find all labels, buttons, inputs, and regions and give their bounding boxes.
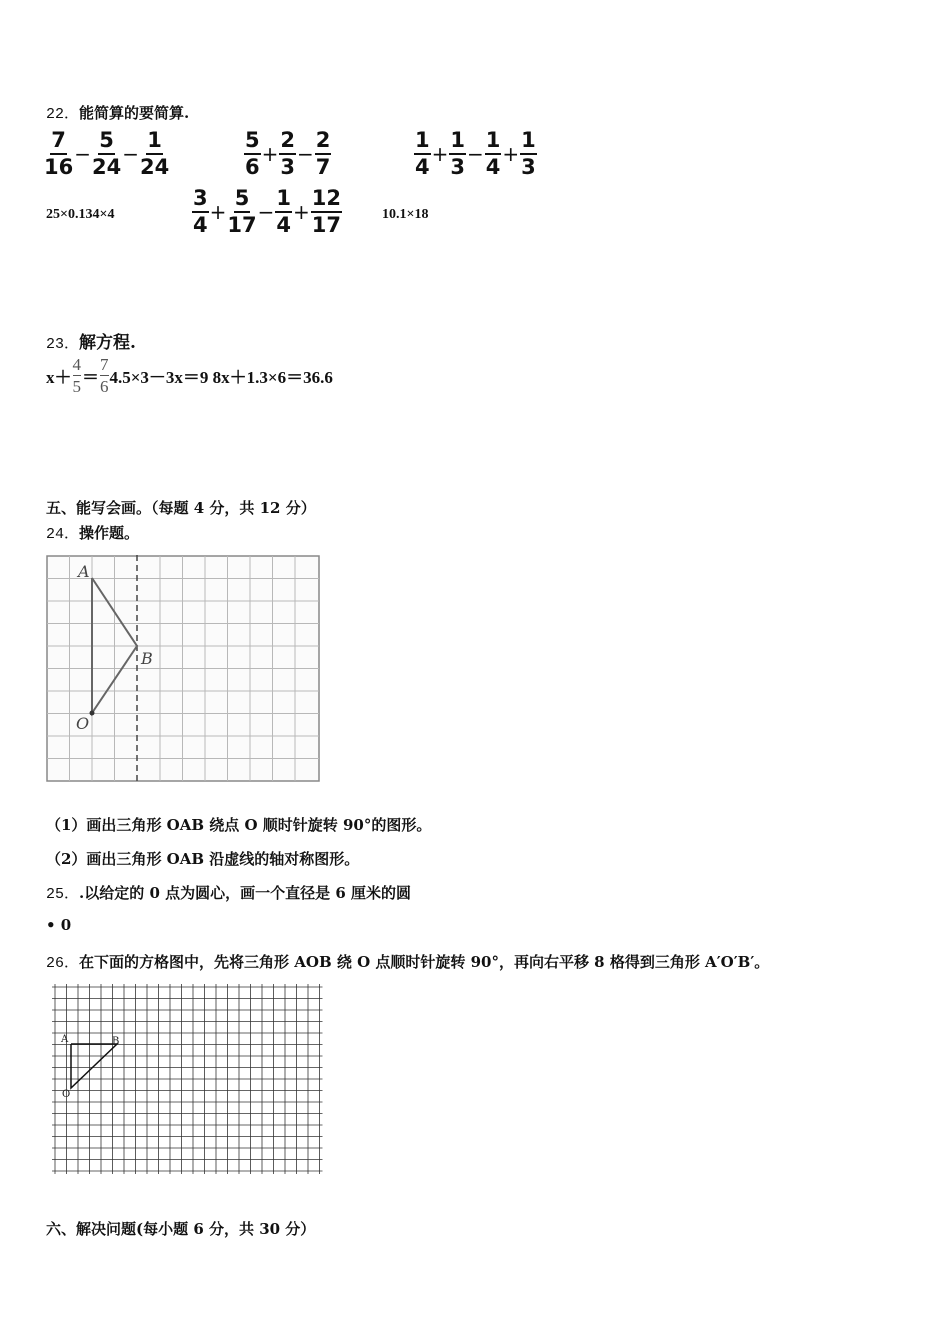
fraction: $\frac{1}{4}$: [485, 128, 501, 179]
fraction: $\frac{5}{24}$: [92, 128, 122, 179]
operator: −: [297, 142, 314, 166]
point-o: [90, 711, 95, 716]
operator: −: [467, 142, 484, 166]
fraction: 4 5: [72, 355, 81, 396]
equation-text: ＝: [82, 368, 99, 387]
q26-title: 在下面的方格图中，先将三角形 AOB 绕 O 点顺时针旋转 90°，再向右平移 8 格得到三角形 A′O′B′。: [79, 953, 770, 971]
fraction: $\frac{7}{16}$: [44, 128, 74, 179]
q26-grid-figure: [50, 984, 325, 1176]
grid-lines: [52, 984, 323, 1174]
label-a: A: [78, 562, 90, 581]
label-b: B: [141, 649, 153, 668]
q24-title: 操作题。: [79, 524, 140, 542]
equation-text: 4.5×3－3x＝9 8x＋1.3×6＝36.6: [109, 368, 333, 387]
operator: −: [74, 142, 91, 166]
fraction: 7 6: [100, 355, 109, 396]
operator: +: [293, 200, 310, 224]
operator: +: [261, 142, 279, 166]
fraction: $\frac{5}{6}$: [245, 128, 260, 179]
fraction: $\frac{12}{17}$: [311, 186, 342, 237]
q25-heading: [46, 882, 411, 903]
equation-text: x＋: [46, 368, 72, 387]
q23-heading: [46, 328, 136, 353]
q22-heading: [46, 102, 189, 123]
q22-expression-2: [244, 130, 331, 178]
fraction: $\frac{1}{3}$: [521, 128, 536, 179]
q25-number: 25．: [46, 886, 80, 903]
label-a: A: [61, 1034, 69, 1045]
q22-title: 能简算的要简算.: [79, 104, 190, 122]
fraction: $\frac{1}{4}$: [276, 186, 292, 237]
label-b: B: [112, 1036, 120, 1047]
fraction: $\frac{2}{7}$: [315, 128, 331, 179]
q23-title: 解方程.: [79, 333, 136, 353]
q22-expression-6: 10.1×18: [382, 207, 429, 222]
section-5-title: 五、能写会画。（每题 4 分，共 12 分）: [46, 499, 316, 517]
operator: −: [257, 200, 275, 224]
section-6-title: 六、解决问题(每小题 6 分，共 30 分）: [46, 1220, 316, 1238]
label-o: O: [76, 714, 90, 733]
q22-expression-3: [414, 130, 537, 178]
q24-number: 24．: [46, 526, 80, 543]
fraction: $\frac{1}{4}$: [415, 128, 430, 179]
fraction: $\frac{5}{17}$: [227, 186, 257, 237]
label-o: O: [62, 1089, 71, 1100]
q26-number: 26．: [46, 955, 80, 972]
q22-number: 22．: [46, 106, 80, 123]
q22-expression-1: [44, 130, 169, 178]
q22-expression-4: 25×0.134×4: [46, 207, 115, 222]
q24-task-2: （2）画出三角形 OAB 沿虚线的轴对称图形。: [46, 850, 360, 868]
q24-task-1: （1）画出三角形 OAB 绕点 O 顺时针旋转 90°的图形。: [46, 816, 432, 834]
operator: +: [209, 200, 227, 224]
q23-equations: [46, 356, 333, 395]
fraction: $\frac{1}{24}$: [140, 128, 170, 179]
fraction: $\frac{2}{3}$: [280, 128, 296, 179]
operator: +: [502, 142, 520, 166]
q25-title: .以给定的 0 点为圆心，画一个直径是 6 厘米的圆: [79, 884, 412, 902]
operator: −: [122, 142, 139, 166]
q24-grid-figure: [46, 555, 321, 783]
operator: +: [431, 142, 449, 166]
q24-heading: [46, 522, 139, 543]
fraction: $\frac{3}{4}$: [193, 186, 208, 237]
q23-number: 23．: [46, 336, 80, 353]
fraction: $\frac{1}{3}$: [450, 128, 466, 179]
q26-heading: [46, 951, 769, 972]
q22-expression-5: [192, 188, 342, 236]
q25-center-point: • 0: [46, 916, 72, 934]
